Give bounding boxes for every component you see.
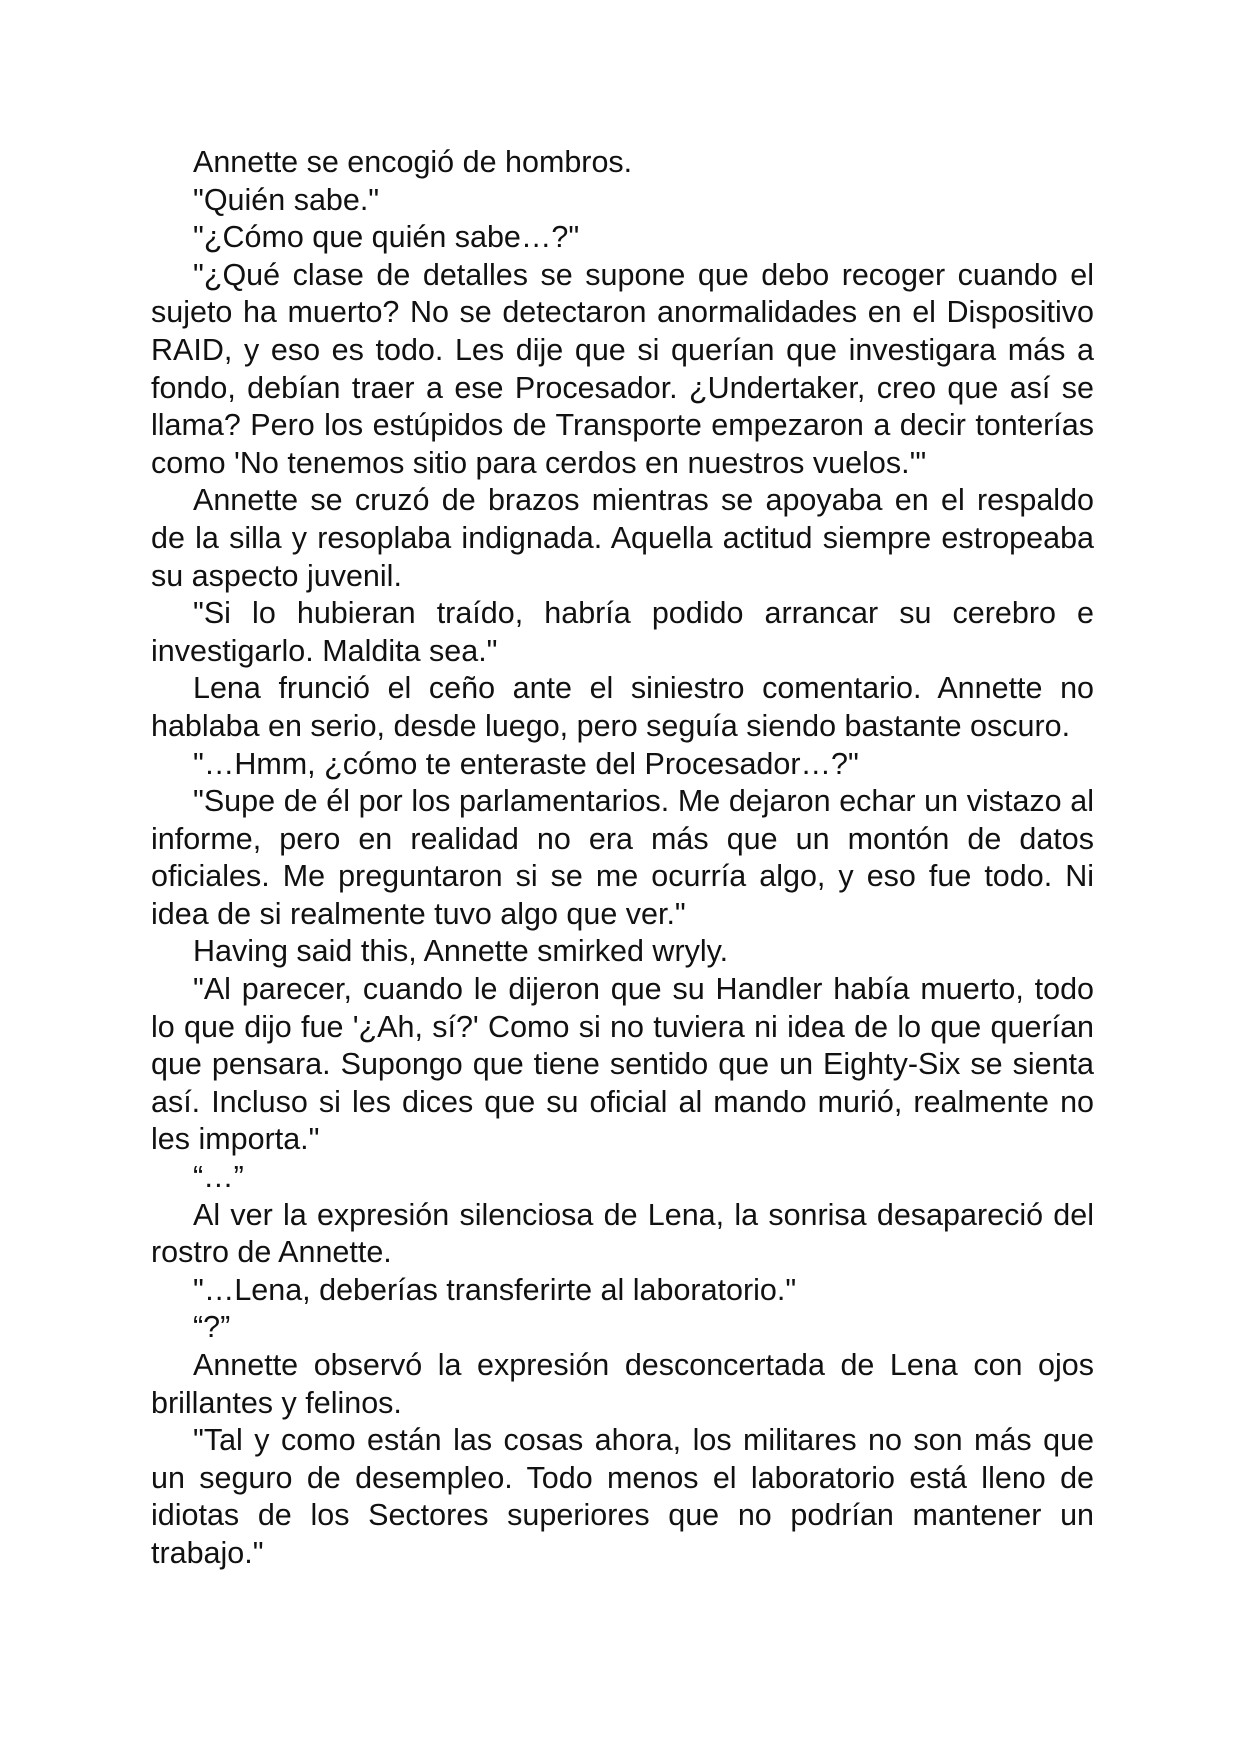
paragraph: Having said this, Annette smirked wryly. <box>193 934 729 969</box>
paragraph: Al ver la expresión silenciosa de Lena, la sonrisa desapareció del rostro de Annette. <box>151 1197 1094 1270</box>
paragraph: Annette se cruzó de brazos mientras se apoyaba en el respaldo de la silla y resoplaba indignada. Aquella actitud siempre estropeaba su aspecto juvenil. <box>151 483 1094 593</box>
paragraph: "Si lo hubieran traído, habría podido arrancar su cerebro e investigarlo. Maldita sea." <box>151 596 1094 668</box>
paragraph: "Al parecer, cuando le dijeron que su Handler había muerto, todo lo que dijo fue '¿Ah, sí?' Como si no tuviera ni idea de lo que querían que pensara. Supongo que tiene sentido que un Eighty-Six se sienta así. Incluso si les dices que su oficial al mando murió, realmente no les importa." <box>151 972 1094 1157</box>
paragraph: "¿Qué clase de detalles se supone que debo recoger cuando el sujeto ha muerto? No se detectaron anormalidades en el Dispositivo RAID, y eso es todo. Les dije que si querían que investigara más a fondo, debían traer a ese Procesador. ¿Undertaker, creo que así se llama? Pero los estúpidos de Transporte empezaron a decir tonterías como 'No tenemos sitio para cerdos en nuestros vuelos.'" <box>151 257 1094 480</box>
paragraph: "…Hmm, ¿cómo te enteraste del Procesador…?" <box>193 746 859 781</box>
paragraph: "¿Cómo que quién sabe…?" <box>193 220 580 255</box>
paragraph: "Tal y como están las cosas ahora, los militares no son más que un seguro de desempleo. Todo menos el laboratorio está lleno de idiotas de los Sectores superiores que no podrían mantener un trabajo." <box>151 1423 1094 1570</box>
paragraph: Annette se encogió de hombros. <box>193 145 633 179</box>
paragraph: "Supe de él por los parlamentarios. Me dejaron echar un vistazo al informe, pero en realidad no era más que un montón de datos oficiales. Me preguntaron si se me ocurría algo, y eso fue todo. Ni idea de si realmente tuvo algo que ver." <box>151 784 1094 931</box>
paragraph: “…” <box>193 1160 244 1195</box>
paragraph: “?” <box>193 1310 231 1345</box>
paragraph: Lena frunció el ceño ante el siniestro comentario. Annette no hablaba en serio, desde luego, pero seguía siendo bastante oscuro. <box>151 671 1094 743</box>
page-body <box>151 144 1094 1573</box>
paragraph: "Quién sabe." <box>193 182 380 217</box>
paragraph: Annette observó la expresión desconcertada de Lena con ojos brillantes y felinos. <box>151 1348 1094 1420</box>
paragraph: "…Lena, deberías transferirte al laboratorio." <box>193 1272 797 1307</box>
